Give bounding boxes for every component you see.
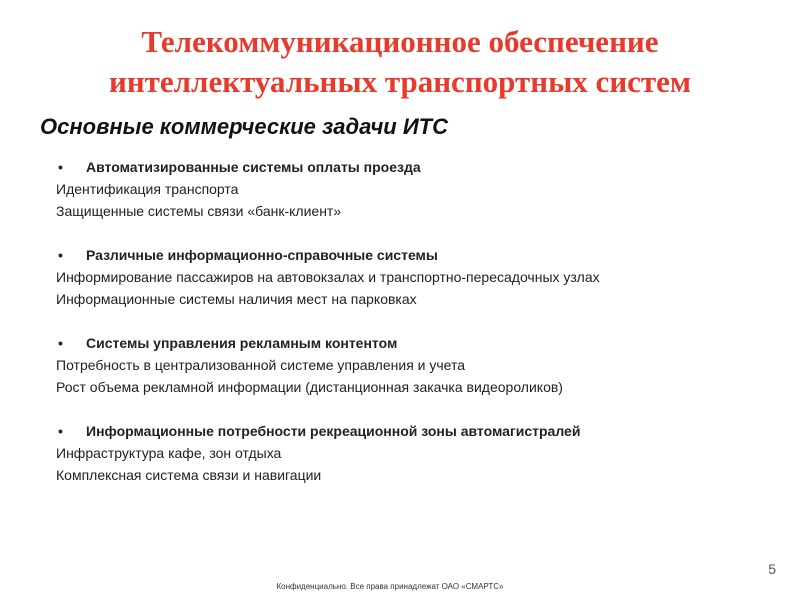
- section-ad-content: [0, 332, 800, 398]
- section-heading-text: Автоматизированные системы оплаты проезда: [86, 159, 421, 175]
- section-item: Информационные системы наличия мест на парковках: [56, 291, 417, 307]
- section-info-systems: [0, 244, 800, 310]
- bullet-icon: •: [58, 423, 63, 439]
- bullet-icon: •: [58, 159, 63, 175]
- slide-subtitle: Основные коммерческие задачи ИТС: [40, 114, 448, 139]
- section-payment-systems: [0, 156, 800, 222]
- section-item: Идентификация транспорта: [56, 181, 239, 197]
- slide-title: [0, 22, 800, 102]
- section-heading: [0, 332, 800, 354]
- bullet-icon: •: [58, 335, 63, 351]
- section-item: Защищенные системы связи «банк-клиент»: [56, 203, 342, 219]
- section-heading: [0, 244, 800, 266]
- task-sections: [0, 156, 800, 508]
- section-heading-text: Системы управления рекламным контентом: [86, 335, 398, 351]
- section-heading: [0, 156, 800, 178]
- slide-title-line-2: интеллектуальных транспортных систем: [108, 64, 692, 99]
- section-item: Информирование пассажиров на автовокзалах и транспортно-пересадочных узлах: [56, 269, 600, 285]
- section-recreation-zone: [0, 420, 800, 486]
- page-number: 5: [768, 561, 776, 577]
- section-item: Комплексная система связи и навигации: [56, 467, 322, 483]
- section-item: Рост объема рекламной информации (дистанционная закачка видеороликов): [56, 379, 563, 395]
- section-heading: [0, 420, 800, 442]
- bullet-icon: •: [58, 247, 63, 263]
- section-heading-text: Информационные потребности рекреационной зоны автомагистралей: [86, 423, 581, 439]
- footer-confidential: Конфиденциально. Все права принадлежат ОАО «СМАРТС»: [276, 582, 504, 591]
- section-item: Потребность в централизованной системе управления и учета: [56, 357, 466, 373]
- slide-title-line-1: Телекоммуникационное обеспечение: [141, 24, 659, 59]
- section-item: Инфраструктура кафе, зон отдыха: [56, 445, 282, 461]
- section-heading-text: Различные информационно-справочные системы: [86, 247, 438, 263]
